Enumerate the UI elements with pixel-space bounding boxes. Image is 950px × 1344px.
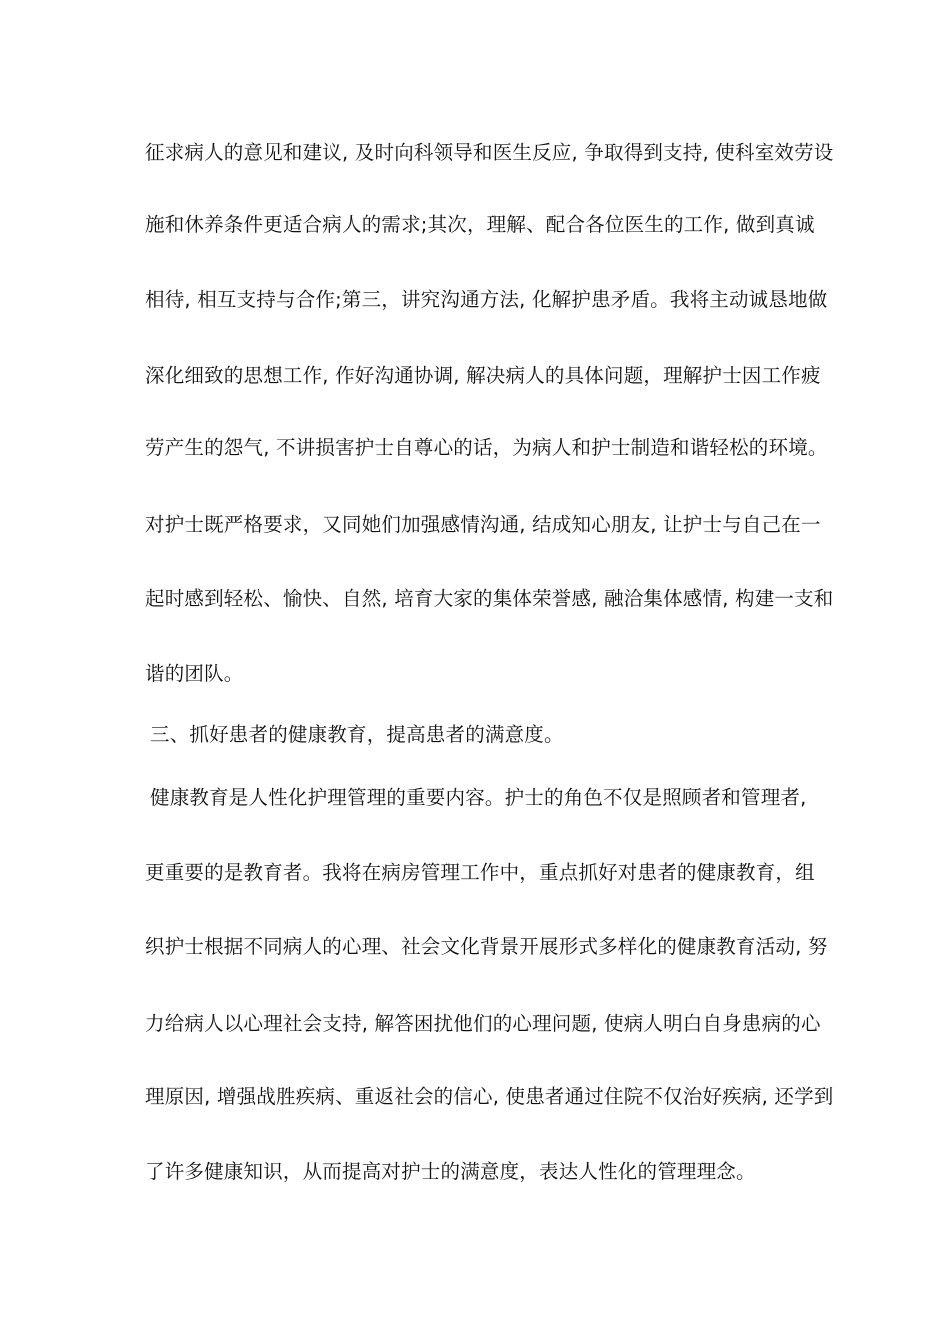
text-line: 理原因, 增强战胜疾病、重返社会的信心, 使患者通过住院不仅治好疾病, 还学到 <box>145 1085 834 1108</box>
text-line: 劳产生的怨气, 不讲损害护士自尊心的话，为病人和护士制造和谐轻松的环境。 <box>145 436 828 459</box>
text-line: 织护士根据不同病人的心理、社会文化背景开展形式多样化的健康教育活动, 努 <box>145 935 828 958</box>
text-line: 对护士既严格要求，又同她们加强感情沟通, 结成知心朋友, 让护士与自己在一 <box>145 513 821 536</box>
text-line: 起时感到轻松、愉快、自然, 培育大家的集体荣誉感, 融洽集体感情, 构建一支和 <box>145 587 834 610</box>
text-line: 了许多健康知识，从而提高对护士的满意度，表达人性化的管理理念。 <box>145 1160 756 1183</box>
text-line: 更重要的是教育者。我将在病房管理工作中，重点抓好对患者的健康教育，组 <box>145 861 815 884</box>
section-heading: 三、抓好患者的健康教育，提高患者的满意度。 <box>150 723 564 746</box>
text-line: 力给病人以心理社会支持, 解答困扰他们的心理问题, 使病人明白自身患病的心 <box>145 1012 821 1035</box>
text-line: 征求病人的意见和建议, 及时向科领导和医生反应, 争取得到支持, 使科室效劳设 <box>145 141 834 164</box>
text-line: 健康教育是人性化护理管理的重要内容。护士的角色不仅是照顾者和管理者, <box>150 786 807 809</box>
text-line: 施和休养条件更适合病人的需求;其次，理解、配合各位医生的工作, 做到真诚 <box>145 213 815 236</box>
text-line: 谐的团队。 <box>145 662 244 685</box>
text-line: 深化细致的思想工作, 作好沟通协调, 解决病人的具体问题，理解护士因工作疲 <box>145 364 821 387</box>
text-line: 相待, 相互支持与合作;第三，讲究沟通方法, 化解护患矛盾。我将主动诚恳地做 <box>145 288 828 311</box>
